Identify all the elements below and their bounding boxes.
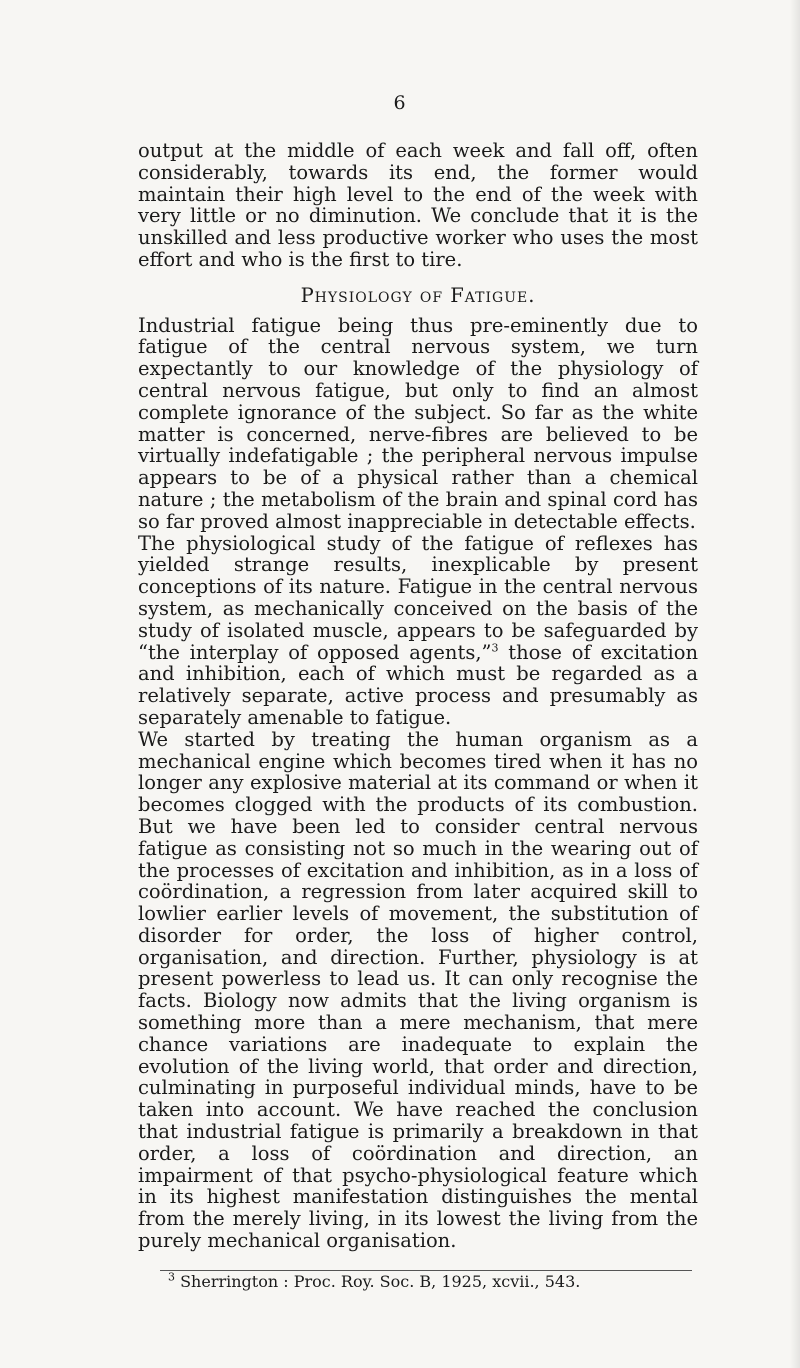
paragraph-reflexes-text-b: those of excitation and inhibition, each of which must be regarded as a relatively separate, active process and presumably as separately amenable to fatigue.	[138, 640, 699, 729]
paragraph-industrial-fatigue: Industrial fatigue being thus pre-eminently due to fatigue of the central nervous system, we turn expectantly to our knowledge of the physiology of central nervous fatigue, but only to find an almost complete ignorance of the subject. So far as the white matter is concerned, nerve-fibres are believed to be virtually indefatigable ; the peripheral nervous impulse appears to be of a physical rather than a chemical nature ; the metabolism of the brain and spinal cord has so far proved almost inappreciable in detectable effects.	[138, 313, 698, 533]
section-heading: Physiology of Fatigue.	[300, 283, 536, 307]
paragraph-reflexes-text-a: The physiological study of the fatigue of reflexes has yielded strange results, inexplicable by present conceptions of its nature. Fatigue in the central nervous system, as mechanically conceived on the basis of the study of isolated muscle, appears to be safeguarded by “the interplay of opposed agents,”	[138, 531, 698, 664]
paragraph-human-organism: We started by treating the human organism as a mechanical engine which becomes tired when it has no longer any explosive material at its command or when it becomes clogged with the products of its combustion. But we have been led to consider central nervous fatigue as consisting not so much in the wearing out of the processes of excitation and inhibition, as in a loss of coördination, a regression from later acquired skill to lowlier earlier levels of movement, the substitution of disorder for order, the loss of higher control, organisation, and direction. Further, physiology is at present powerless to lead us. It can only recognise the facts. Biology now admits that the living organism is something more than a mere mechanism, that mere chance variations are inadequate to explain the evolution of the living world, that order and direction, culminating in purposeful individual minds, have to be taken into account. We have reached the conclusion that industrial fatigue is primarily a breakdown in that order, a loss of coördination and direction, an impairment of that psycho-physiological feature which in its highest manifestation distinguishes the mental from the merely living, in its lowest the living from the purely mechanical organisation.	[138, 727, 698, 1253]
footnote-divider	[160, 1270, 692, 1271]
footnote	[168, 1272, 708, 1292]
footnote-text: Sherrington : Proc. Roy. Soc. B, 1925, xcvii., 543.	[175, 1272, 581, 1291]
body-text	[138, 140, 698, 1252]
page-edge-shadow	[790, 0, 800, 1368]
footnote-reference: 3	[491, 641, 499, 655]
footnote-mark: 3	[168, 1270, 175, 1284]
page-number: 6	[393, 92, 407, 114]
paragraph-reflexes	[138, 533, 698, 729]
paragraph-continuation: output at the middle of each week and fall off, often considerably, towards its end, the former would maintain their high level to the end of the week with very little or no diminution. We conclude that it is the unskilled and less productive worker who uses the most effort and who is the first to tire.	[138, 139, 698, 271]
